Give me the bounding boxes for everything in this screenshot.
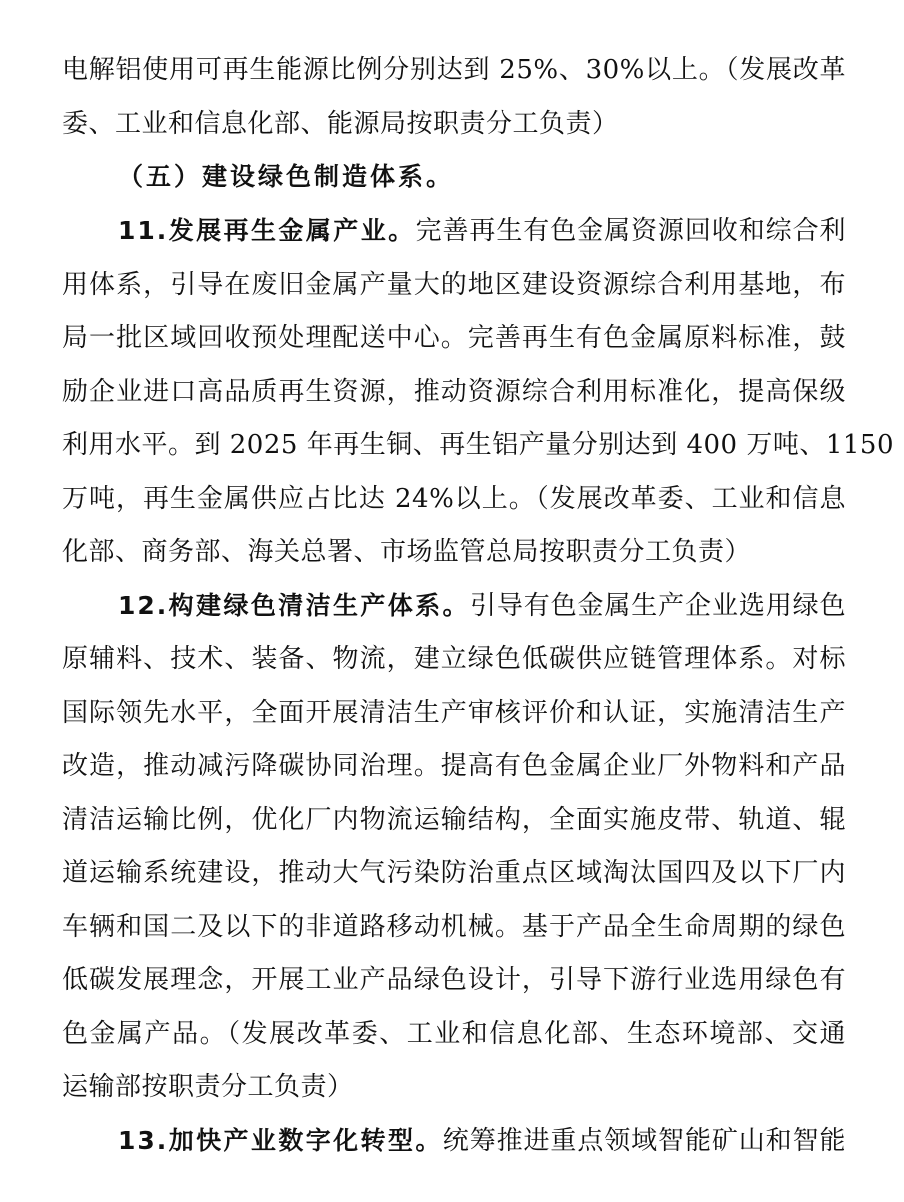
paragraph-line: 国际领先水平，全面开展清洁生产审核评价和认证，实施清洁生产 [62, 698, 846, 728]
section-heading: （五）建设绿色制造体系。 [118, 162, 455, 191]
paragraph-line: 励企业进口高品质再生资源，推动资源综合利用标准化，提高保级 [62, 377, 846, 407]
paragraph-text: 完善再生有色金属资源回收和综合利 [415, 216, 846, 246]
paragraph-line: 改造，推动减污降碳协同治理。提高有色金属企业厂外物料和产品 [62, 751, 846, 781]
paragraph-line: 低碳发展理念，开展工业产品绿色设计，引导下游行业选用绿色有 [62, 965, 846, 995]
item-heading: 13.加快产业数字化转型。 [118, 1126, 443, 1155]
paragraph-line [118, 586, 846, 626]
item-heading: 11.发展再生金属产业。 [118, 216, 416, 245]
paragraph-line: 原辅料、技术、装备、物流，建立绿色低碳供应链管理体系。对标 [62, 644, 846, 674]
paragraph-line: 万吨，再生金属供应占比达 24%以上。（发展改革委、工业和信息 [62, 484, 846, 514]
paragraph-line: 电解铝使用可再生能源比例分别达到 25%、30%以上。（发展改革 [62, 55, 846, 85]
item-heading: 12.构建绿色清洁生产体系。 [118, 591, 470, 620]
paragraph-line: 用体系，引导在废旧金属产量大的地区建设资源综合利用基地，布 [62, 270, 846, 300]
paragraph-line: 清洁运输比例，优化厂内物流运输结构，全面实施皮带、轨道、辊 [62, 805, 846, 835]
paragraph-line: 车辆和国二及以下的非道路移动机械。基于产品全生命周期的绿色 [62, 912, 846, 942]
paragraph-line: 利用水平。到 2025 年再生铜、再生铝产量分别达到 400 万吨、1150 [62, 430, 895, 460]
paragraph-text: 引导有色金属生产企业选用绿色 [469, 591, 846, 621]
paragraph-line: 委、工业和信息化部、能源局按职责分工负责） [62, 109, 619, 139]
paragraph-line: 局一批区域回收预处理配送中心。完善再生有色金属原料标准，鼓 [62, 323, 846, 353]
paragraph-line [118, 1121, 846, 1161]
paragraph-line: 道运输系统建设，推动大气污染防治重点区域淘汰国四及以下厂内 [62, 858, 846, 888]
paragraph-line: 色金属产品。（发展改革委、工业和信息化部、生态环境部、交通 [62, 1019, 846, 1049]
paragraph-text: 统筹推进重点领域智能矿山和智能 [442, 1126, 846, 1156]
paragraph-line [118, 211, 846, 251]
paragraph-line: 化部、商务部、海关总署、市场监管总局按职责分工负责） [62, 537, 752, 567]
paragraph-line: 运输部按职责分工负责） [62, 1072, 354, 1102]
